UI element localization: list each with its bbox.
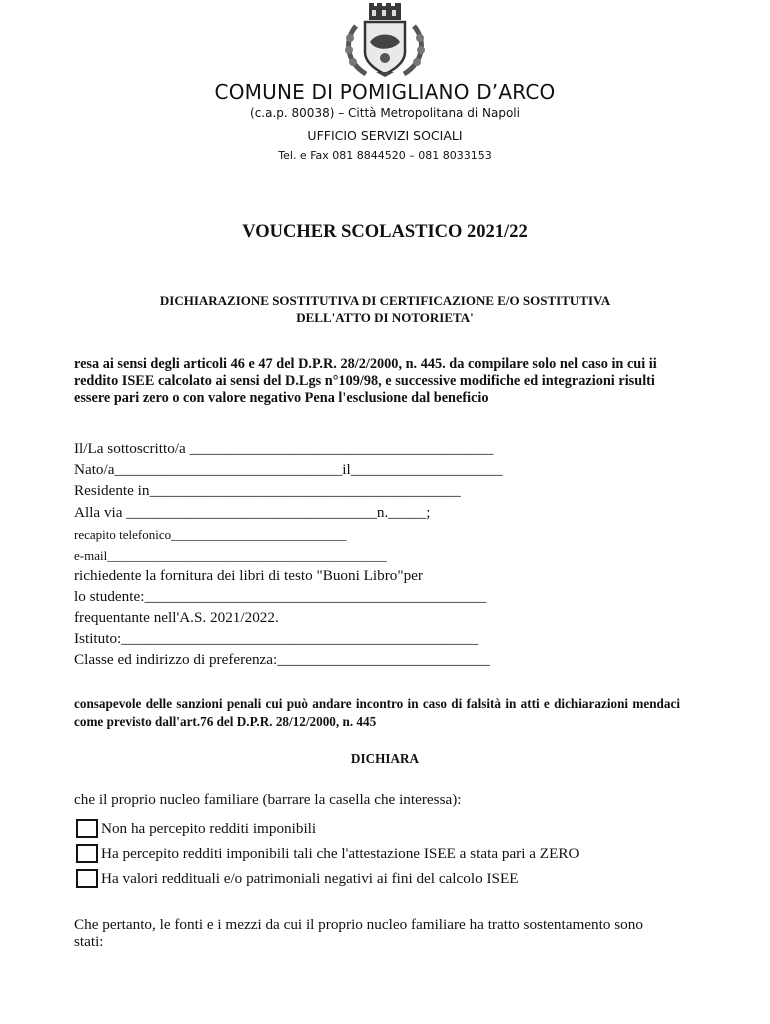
option-label: Ha percepito redditi imponibili tali che l'attestazione ISEE a stata pari a ZERO [101,844,580,862]
field-studente[interactable]: lo studente:_____________________________________________ [74,588,487,605]
declaration-heading-line1: DICHIARAZIONE SOSTITUTIVA DI CERTIFICAZIONE E/O SOSTITUTIVA [159,293,611,308]
cap-subtitle: (c.a.p. 80038) – Città Metropolitana di Napoli [250,106,520,120]
text-richiedente: richiedente la fornitura dei libri di testo "Buoni Libro"per [74,567,423,584]
option-valori-negativi[interactable] [76,869,519,888]
field-sottoscritto[interactable]: Il/La sottoscritto/a ________________________________________ [74,440,494,457]
field-istituto[interactable]: Istituto:_______________________________________________ [74,630,479,647]
declaration-heading-line2: DELL'ATTO DI NOTORIETA' [296,310,474,325]
checkbox-icon[interactable] [76,819,98,838]
phone-fax: Tel. e Fax 081 8844520 – 081 8033153 [278,149,492,162]
nucleo-intro: che il proprio nucleo familiare (barrare la casella che interessa): [74,791,462,808]
office-name: UFFICIO SERVIZI SOCIALI [307,128,463,143]
dichiara-heading: DICHIARA [350,751,420,766]
field-recapito-telefonico[interactable]: recapito telefonico___________________________ [74,527,347,542]
option-isee-zero[interactable] [76,844,579,863]
consapevole-paragraph: consapevole delle sanzioni penali cui può andare incontro in caso di falsità in atti e dichiarazioni mendaci come previsto dall'art.76 del D.P.R. 28/12/2000, n. 445 [74,696,680,729]
checkbox-icon[interactable] [76,869,98,888]
field-residente[interactable]: Residente in_________________________________________ [74,482,461,499]
document-title: VOUCHER SCOLASTICO 2021/22 [242,222,528,242]
option-label: Ha valori reddituali e/o patrimoniali negativi ai fini del calcolo ISEE [101,869,519,887]
legal-preamble: resa ai sensi degli articoli 46 e 47 del D.P.R. 28/2/2000, n. 445. da compilare solo nel caso in cui ii reddito ISEE calcolato ai sensi del D.Lgs n°109/98, e successive modifiche ed integrazioni risulti essere pari zero o con valore negativo Pena l'esclusione dal beneficio [74,356,657,406]
checkbox-icon[interactable] [76,844,98,863]
text-frequentante: frequentante nell'A.S. 2021/2022. [74,609,279,626]
field-nato[interactable]: Nato/a______________________________il____________________ [74,461,503,478]
field-classe-indirizzo[interactable]: Classe ed indirizzo di preferenza:____________________________ [74,651,490,668]
field-via[interactable]: Alla via _________________________________n._____; [74,504,431,521]
option-label: Non ha percepito redditi imponibili [101,819,317,837]
coat-of-arms-icon [336,2,434,78]
field-email[interactable]: e-mail___________________________________________ [74,548,387,563]
pertanto-paragraph: Che pertanto, le fonti e i mezzi da cui il proprio nucleo familiare ha tratto sostentamento sono stati: [74,916,643,950]
comune-title: COMUNE DI POMIGLIANO D’ARCO [214,80,556,104]
option-non-percepito[interactable] [76,819,316,838]
